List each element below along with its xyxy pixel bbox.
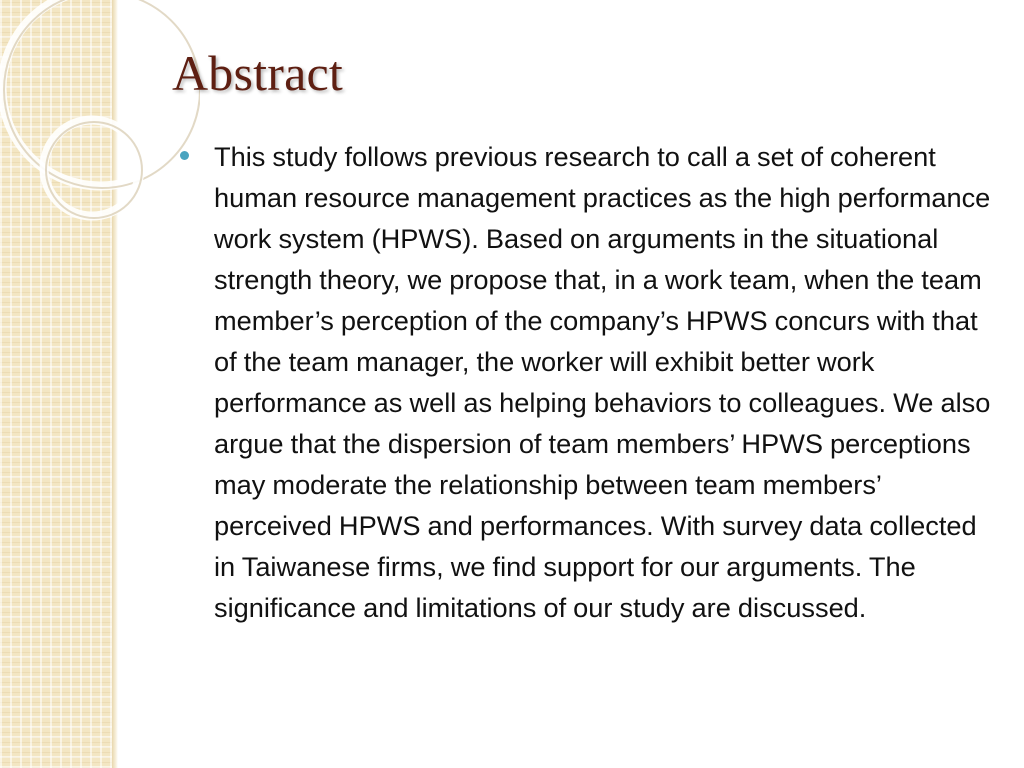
bullet-text: This study follows previous research to call a set of coherent human resource management practices as the high performance work system (HPWS). Based on arguments in the situational strength theory, we propose that, in a work team, when the team member’s perception of the company’s HPWS concurs with that of the team manager, the worker will exhibit better work performance as well as helping behaviors to colleagues. We also argue that the dispersion of team members’ HPWS perceptions may moderate the relationship between team members’ perceived HPWS and performances. With survey data collected in Taiwanese firms, we find support for our arguments. The significance and limitations of our study are discussed. xyxy=(214,141,991,623)
slide-title: Abstract xyxy=(172,45,343,101)
bullet-item xyxy=(178,136,998,628)
decorative-rings xyxy=(0,0,200,260)
slide-content xyxy=(178,136,998,628)
bullet-dot-icon xyxy=(180,151,189,160)
ring-large-shadow xyxy=(4,0,200,188)
ring-small-shadow xyxy=(46,122,142,218)
